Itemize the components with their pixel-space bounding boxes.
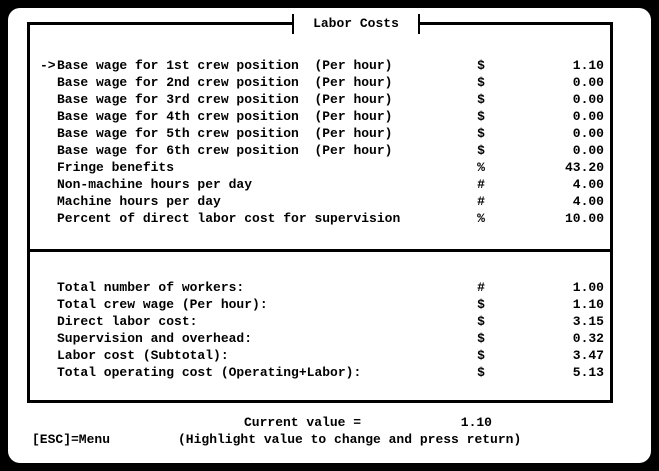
result-label: Total crew wage (Per hour): [57,297,268,312]
result-unit: $ [477,365,485,380]
input-value[interactable]: 0.00 [572,126,604,141]
result-unit: $ [477,331,485,346]
input-label: Base wage for 1st crew position (Per hour) [57,58,393,73]
input-row-crew-5[interactable] [0,125,659,142]
input-unit: # [477,177,485,192]
result-value: 1.10 [572,297,604,312]
input-value[interactable]: 10.00 [564,211,604,226]
input-unit: $ [477,109,485,124]
result-row-total-crew-wage [0,296,659,313]
instruction-hint: (Highlight value to change and press return) [178,432,522,447]
input-row-crew-3[interactable] [0,91,659,108]
input-value[interactable]: 4.00 [572,194,604,209]
result-row-direct-labor [0,313,659,330]
result-row-supervision-overhead [0,330,659,347]
input-label: Fringe benefits [57,160,175,175]
input-unit: $ [477,75,485,90]
input-label: Base wage for 3rd crew position (Per hour) [57,92,393,107]
input-label: Machine hours per day [57,194,221,209]
result-label: Supervision and overhead: [57,331,253,346]
input-unit: # [477,194,485,209]
input-label: Base wage for 6th crew position (Per hour) [57,143,393,158]
current-value: 1.10 [460,415,492,430]
result-unit: # [477,280,485,295]
result-unit: $ [477,348,485,363]
input-value[interactable]: 1.10 [572,58,604,73]
input-label: Base wage for 5th crew position (Per hour) [57,126,393,141]
input-unit: $ [477,126,485,141]
input-label: Percent of direct labor cost for supervision [57,211,401,226]
input-row-crew-4[interactable] [0,108,659,125]
result-label: Total number of workers: [57,280,245,295]
input-unit: % [477,211,485,226]
result-unit: $ [477,314,485,329]
result-value: 3.47 [572,348,604,363]
input-unit: % [477,160,485,175]
input-row-crew-2[interactable] [0,74,659,91]
input-value[interactable]: 4.00 [572,177,604,192]
result-label: Total operating cost (Operating+Labor): [57,365,362,380]
current-value-label: Current value = [244,415,362,430]
result-row-total-workers [0,279,659,296]
esc-menu-hint[interactable]: [ESC]=Menu [32,432,111,447]
input-label: Base wage for 2nd crew position (Per hour) [57,75,393,90]
input-value[interactable]: 0.00 [572,109,604,124]
input-value[interactable]: 43.20 [564,160,604,175]
input-unit: $ [477,143,485,158]
input-row-crew-1[interactable] [0,57,659,74]
window-title: Labor Costs [292,14,420,34]
result-value: 0.32 [572,331,604,346]
result-value: 1.00 [572,280,604,295]
input-unit: $ [477,58,485,73]
section-divider [27,249,613,252]
input-value[interactable]: 0.00 [572,143,604,158]
result-row-total-operating [0,364,659,381]
result-row-labor-subtotal [0,347,659,364]
result-unit: $ [477,297,485,312]
input-unit: $ [477,92,485,107]
input-row-supervision-percent[interactable] [0,210,659,227]
input-label: Non-machine hours per day [57,177,253,192]
result-value: 5.13 [572,365,604,380]
input-row-fringe-benefits[interactable] [0,159,659,176]
result-value: 3.15 [572,314,604,329]
input-row-machine-hours[interactable] [0,193,659,210]
result-label: Direct labor cost: [57,314,198,329]
input-value[interactable]: 0.00 [572,75,604,90]
input-row-crew-6[interactable] [0,142,659,159]
result-label: Labor cost (Subtotal): [57,348,229,363]
input-value[interactable]: 0.00 [572,92,604,107]
input-row-non-machine-hours[interactable] [0,176,659,193]
input-label: Base wage for 4th crew position (Per hour) [57,109,393,124]
selection-pointer: -> [40,58,56,73]
